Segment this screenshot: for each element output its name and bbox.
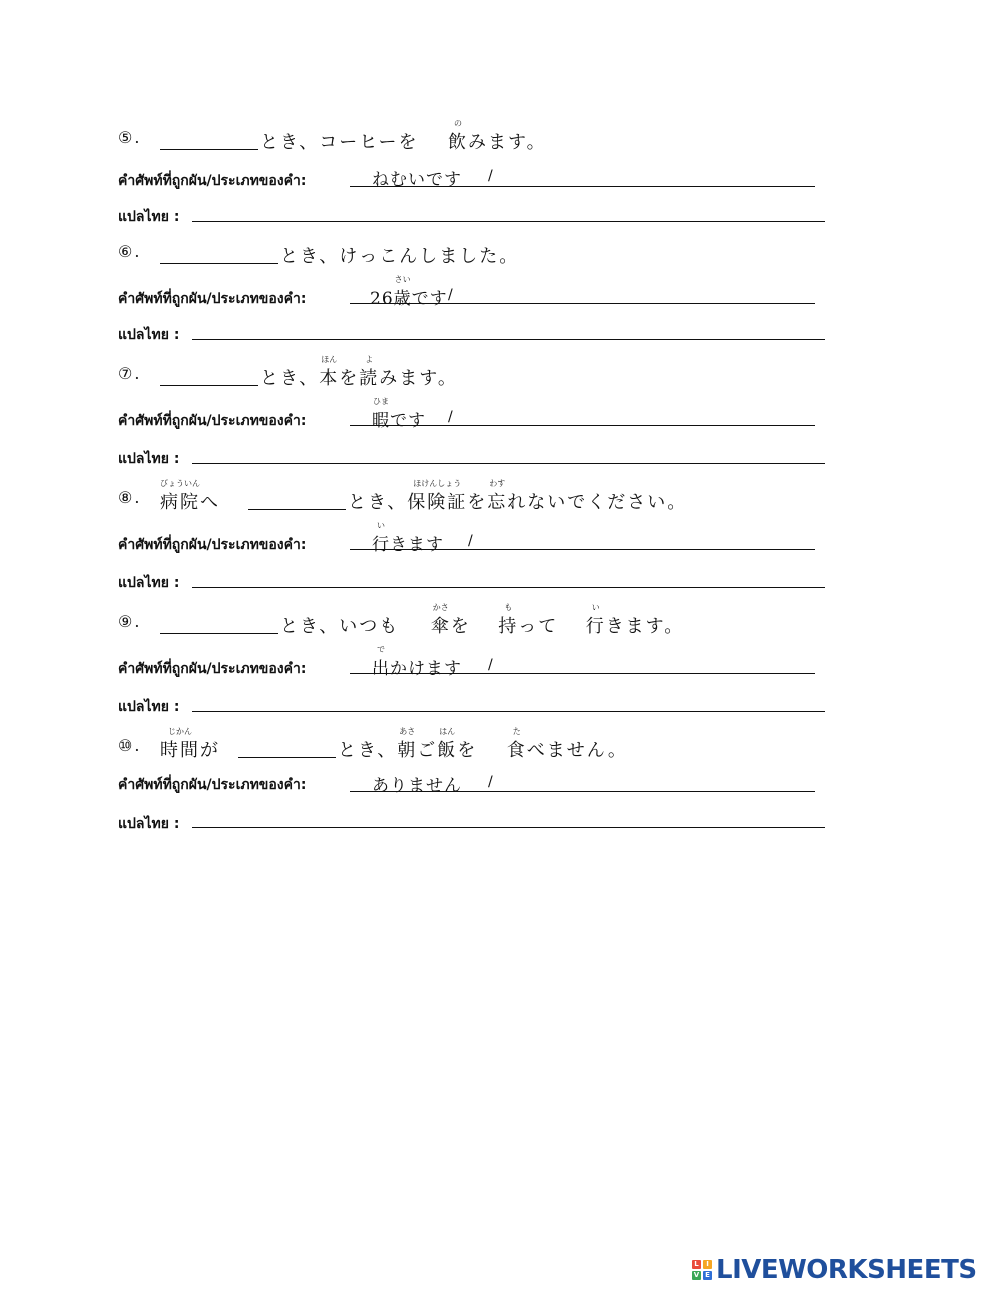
vocab-input-line[interactable] [350,548,815,550]
sentence-prefix: 病院 びょういん へ [160,479,220,513]
logo-text: LIVEWORKSHEETS [716,1255,977,1285]
answer-hint: 出 で かけます [372,645,462,679]
slash: / [488,774,493,790]
sentence-text: とき、朝 あさ ご飯 はん を 食 た べません。 [338,727,628,761]
sentence-prefix: 時間 じかん が [160,727,220,761]
answer-hint: ありません [372,776,462,796]
vocab-label: คำศัพท์ที่ถูกผัน/ประเภทของคำ: [118,173,307,189]
question-number: ⑦. [118,364,142,383]
translation-label: แปลไทย : [118,209,180,225]
vocab-input-line[interactable] [350,424,815,426]
logo-tile-v: V [693,1271,700,1279]
logo-tile-e: E [703,1271,712,1280]
vocab-input-line[interactable] [350,672,815,674]
slash: / [488,657,493,673]
answer-blank[interactable] [248,508,346,510]
translation-label: แปลไทย : [118,575,180,591]
translation-input-line[interactable] [192,586,825,588]
ruby-word: 飲 の [448,119,469,153]
vocab-label: คำศัพท์ที่ถูกผัน/ประเภทของคำ: [118,413,307,429]
vocab-input-line[interactable] [350,185,815,187]
answer-hint: 暇 ひま です [372,397,426,431]
logo-tile-i: I [703,1260,712,1269]
question-number: ⑧. [118,488,142,507]
vocab-label: คำศัพท์ที่ถูกผัน/ประเภทของคำ: [118,661,307,677]
translation-input-line[interactable] [192,826,825,828]
vocab-label: คำศัพท์ที่ถูกผัน/ประเภทของคำ: [118,777,307,793]
answer-blank[interactable] [160,148,258,150]
sentence-text: とき、コーヒーを 飲 の みます。 [260,119,547,153]
question-number: ⑥. [118,242,142,261]
answer-hint: 26歳 さい です [370,275,448,309]
translation-label: แปลไทย : [118,451,180,467]
translation-input-line[interactable] [192,462,825,464]
vocab-label: คำศัพท์ที่ถูกผัน/ประเภทของคำ: [118,537,307,553]
question-number: ⑩. [118,736,142,755]
sentence-text: とき、本 ほん を読 よ みます。 [260,355,458,389]
sentence-text: とき、けっこんしました。 [280,246,520,267]
liveworksheets-logo[interactable] [692,1255,977,1285]
translation-input-line[interactable] [192,710,825,712]
slash: / [488,168,493,184]
logo-tile-l: L [692,1260,701,1269]
answer-blank[interactable] [160,632,278,634]
translation-input-line[interactable] [192,338,825,340]
sentence-text: とき、保険証 ほけんしょう を忘 わす れないでください。 [348,479,688,513]
answer-blank[interactable] [238,756,336,758]
slash: / [468,533,473,549]
vocab-label: คำศัพท์ที่ถูกผัน/ประเภทของคำ: [118,291,307,307]
translation-label: แปลไทย : [118,816,180,832]
answer-blank[interactable] [160,384,258,386]
vocab-input-line[interactable] [350,790,815,792]
answer-hint: 行 い きます [372,521,444,555]
vocab-input-line[interactable] [350,302,815,304]
translation-label: แปลไทย : [118,327,180,343]
answer-blank[interactable] [160,262,278,264]
question-number: ⑤. [118,128,142,147]
sentence-text: とき、いつも 傘 かさ を 持 も って 行 い きます。 [280,603,685,637]
slash: / [448,409,453,425]
translation-label: แปลไทย : [118,699,180,715]
logo-icon [692,1260,712,1280]
translation-input-line[interactable] [192,220,825,222]
slash: / [448,287,453,303]
question-number: ⑨. [118,612,142,631]
answer-hint: ねむいです [372,170,462,190]
